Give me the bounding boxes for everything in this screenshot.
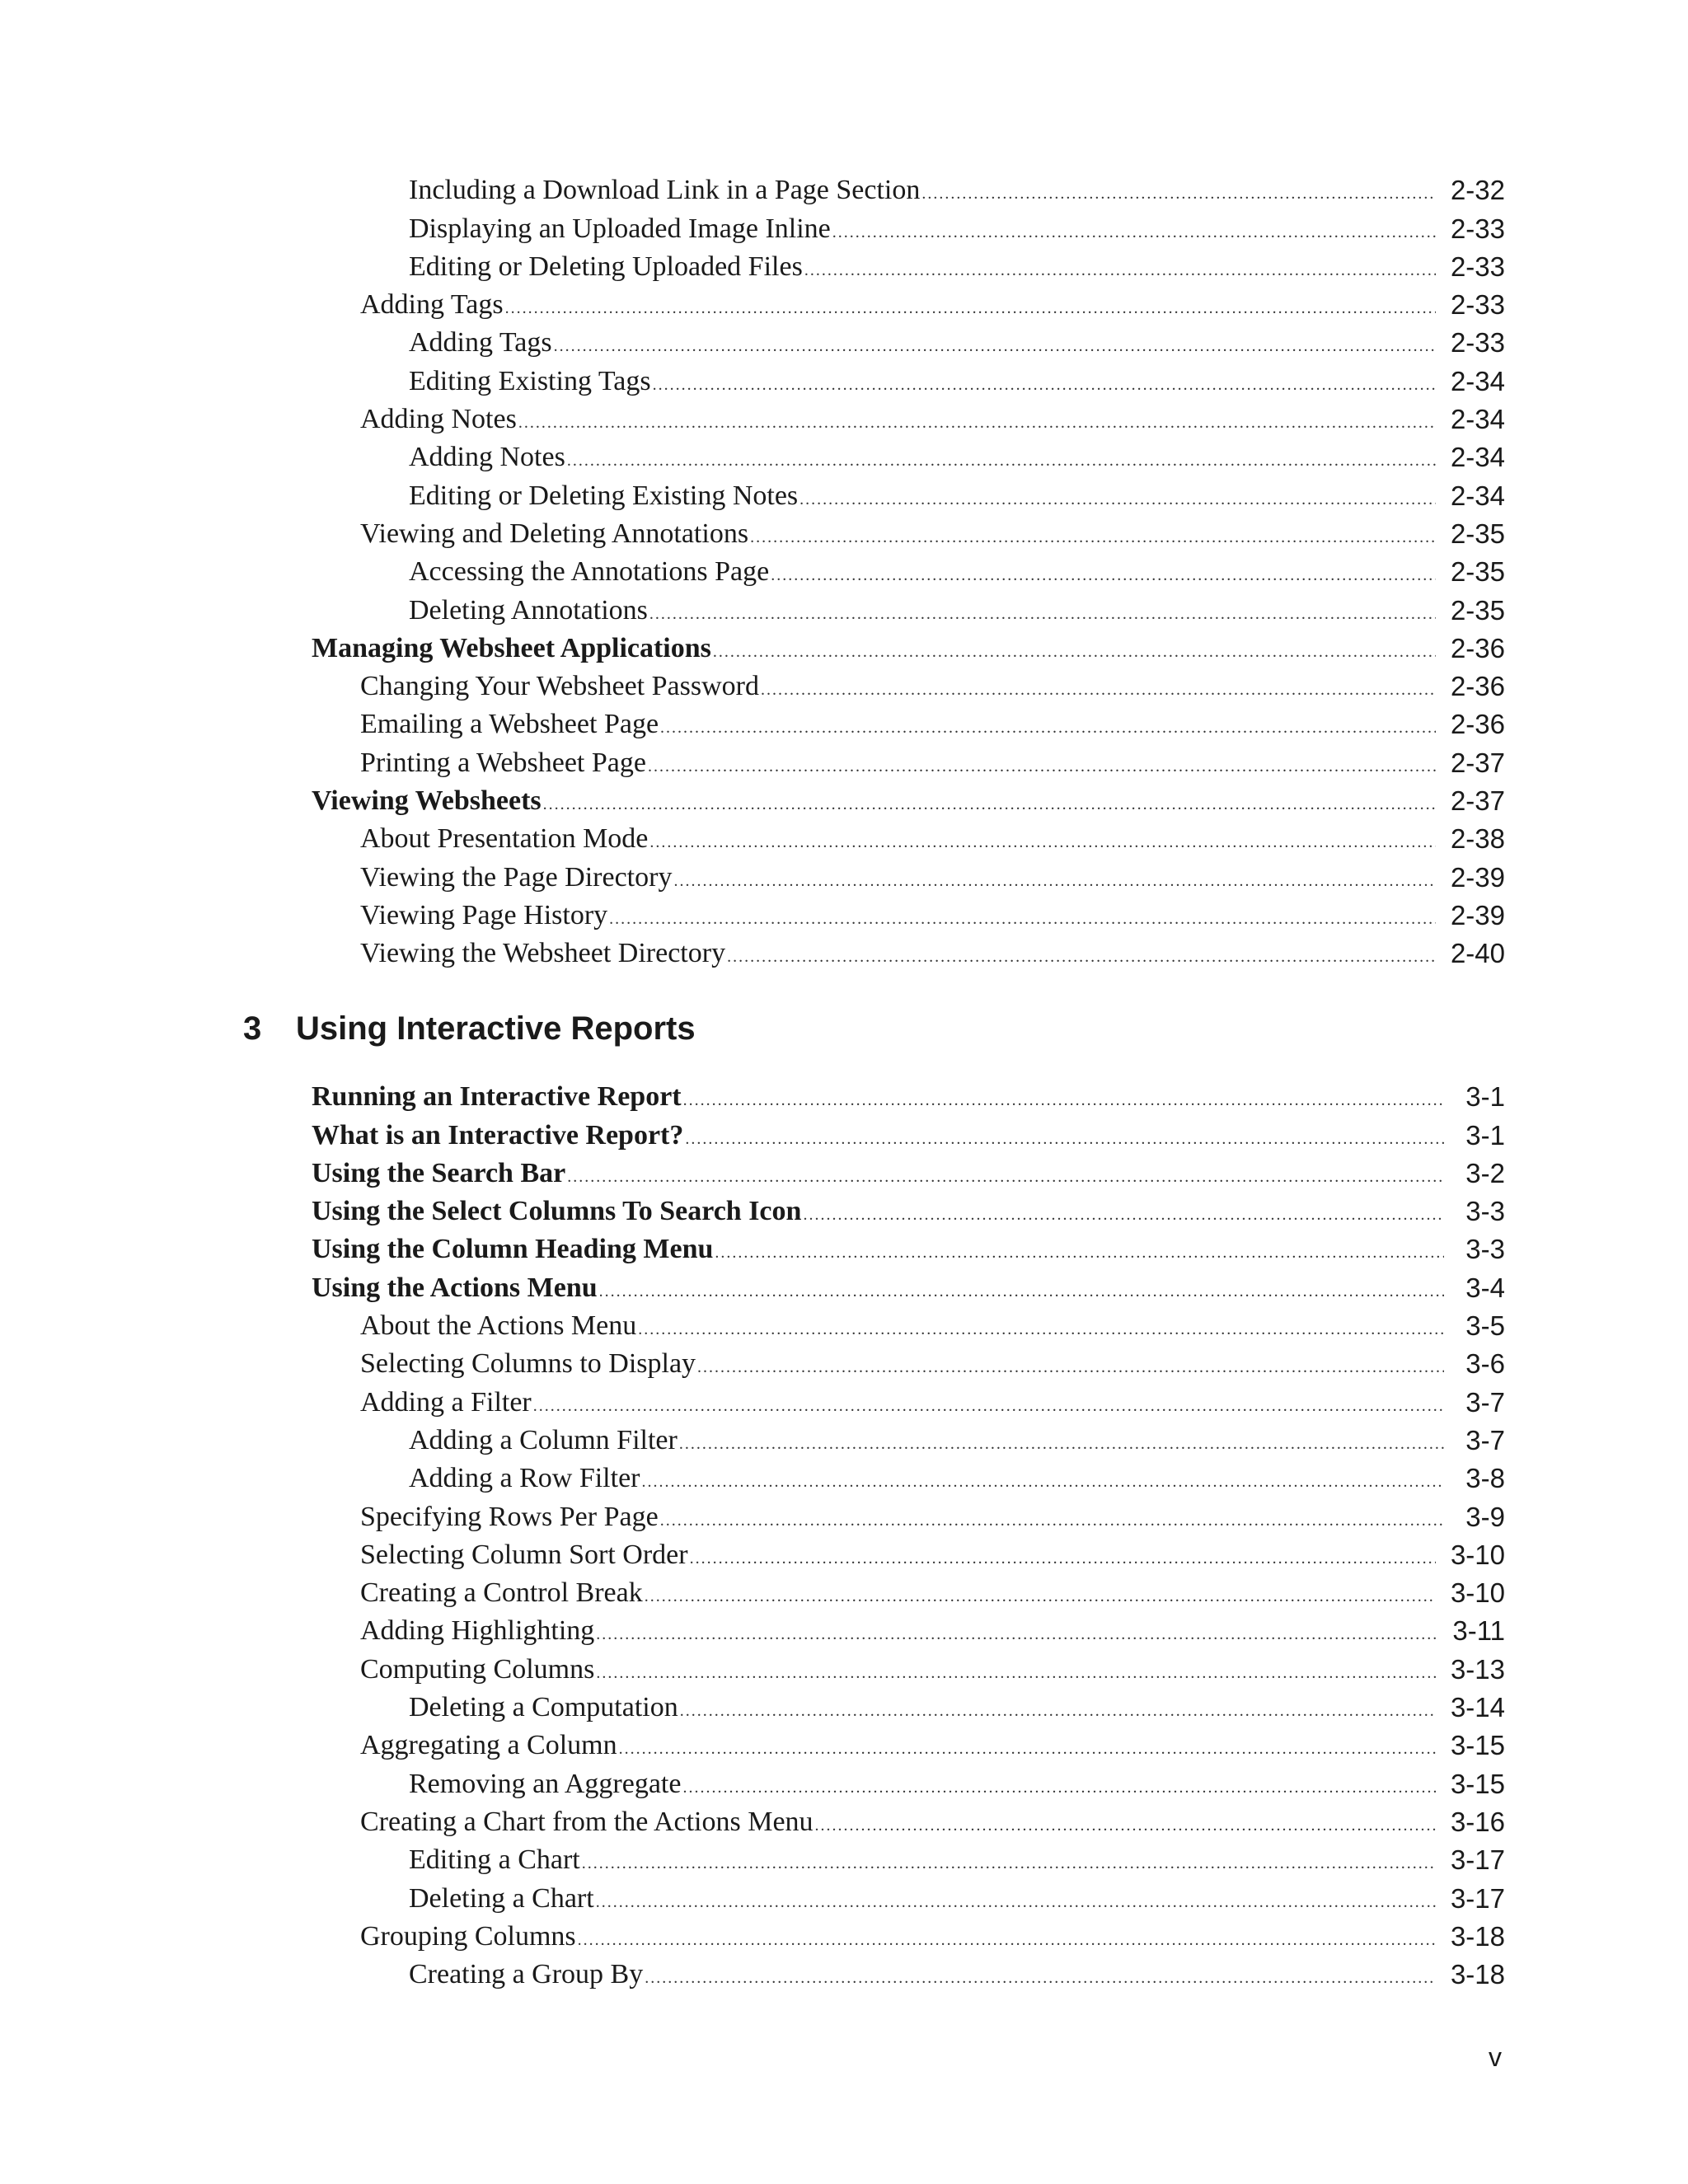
toc-entry-title-area [360,286,1441,324]
dot-leader [690,1543,1436,1574]
dot-leader [799,484,1436,515]
toc-entry[interactable] [0,1155,1688,1193]
dot-leader [803,1199,1444,1230]
toc-entry[interactable] [0,1268,1688,1306]
toc-entry[interactable] [0,401,1688,438]
toc-entry-title-area [360,1498,1449,1536]
toc-entry[interactable] [0,1650,1688,1688]
toc-entry[interactable] [0,630,1688,668]
toc-entry-page: 3-13 [1450,1653,1505,1685]
toc-entry-title: Managing Websheet Applications [312,632,711,663]
toc-entry-title: Using the Search Bar [312,1157,566,1188]
toc-entry[interactable] [0,286,1688,324]
toc-entry-title: Selecting Columns to Display [360,1348,696,1380]
toc-entry-title: Selecting Column Sort Order [360,1539,688,1570]
toc-entry-title-area [312,1078,1449,1116]
toc-entry[interactable] [0,1727,1688,1765]
toc-entry-title: Running an Interactive Report [312,1081,682,1113]
toc-entry[interactable] [0,1345,1688,1383]
dot-leader [921,178,1436,209]
toc-entry-page: 2-34 [1450,404,1505,435]
toc-entry[interactable] [0,897,1688,935]
dot-leader [567,1161,1444,1193]
toc-entry-title-area [360,401,1441,438]
toc-entry[interactable] [0,935,1688,972]
toc-entry-title: Removing an Aggregate [409,1768,682,1799]
toc-entry-title: Editing a Chart [409,1844,580,1876]
toc-entry[interactable] [0,1689,1688,1727]
toc-entry-title: Changing Your Websheet Password [360,671,759,702]
toc-entry-title: About Presentation Mode [360,823,649,855]
toc-entry[interactable] [0,209,1688,247]
toc-entry-title-area [360,744,1441,782]
toc-entry-page: 2-33 [1450,213,1505,244]
toc-entry-title-area [360,1345,1449,1383]
toc-entry-page: 2-37 [1450,747,1505,778]
dot-leader [727,941,1436,972]
dot-leader [832,217,1436,248]
toc-entry-page: 3-17 [1450,1882,1505,1914]
toc-entry[interactable] [0,248,1688,286]
toc-entry-title: Editing or Deleting Uploaded Files [409,251,803,282]
toc-entry-title-area [409,1765,1441,1803]
toc-entry[interactable] [0,1536,1688,1574]
toc-entry-title: Creating a Group By [409,1959,644,1990]
toc-entry-page: 2-34 [1450,365,1505,396]
toc-entry-title: Viewing Websheets [312,785,542,817]
toc-entry-page: 3-3 [1465,1196,1505,1227]
toc-entry-title: Viewing Page History [360,899,608,930]
toc-entry-page: 2-35 [1450,518,1505,549]
toc-entry-page: 3-16 [1450,1806,1505,1837]
toc-entry-title: Emailing a Websheet Page [360,709,659,740]
dot-leader [609,903,1436,935]
toc-entry-title: Creating a Chart from the Actions Menu [360,1806,814,1837]
toc-entry-title: Deleting Annotations [409,594,648,626]
toc-entry-page: 3-15 [1450,1730,1505,1761]
toc-entry-title-area [409,363,1441,401]
toc-entry[interactable] [0,1078,1688,1116]
toc-entry[interactable] [0,1841,1688,1879]
toc-entry-title-area [409,1422,1449,1460]
toc-entry-title-area [360,1803,1441,1841]
toc-entry[interactable] [0,1460,1688,1497]
dot-leader [660,712,1436,743]
toc-entry-page: 3-10 [1450,1577,1505,1609]
toc-entry[interactable] [0,1497,1688,1535]
toc-entry-page: 2-32 [1450,175,1505,206]
dot-leader [505,293,1436,324]
chapter-title: Using Interactive Reports [296,1010,696,1047]
toc-entry-page: 2-33 [1450,289,1505,321]
toc-entry-page: 3-14 [1450,1692,1505,1723]
dot-leader [804,255,1436,286]
toc-entry-title-area [360,1384,1449,1422]
toc-entry-title: Adding a Filter [360,1386,532,1418]
toc-entry-title: Creating a Control Break [360,1577,643,1609]
toc-entry-title: Aggregating a Column [360,1730,617,1761]
dot-leader [673,865,1436,897]
toc-entry-title: Using the Column Heading Menu [312,1234,714,1265]
toc-entry[interactable] [0,171,1688,209]
toc-entry-title: Printing a Websheet Page [360,747,646,778]
toc-entry-title: Viewing the Websheet Directory [360,938,726,969]
dot-leader [680,1695,1436,1727]
toc-entry[interactable] [0,476,1688,514]
toc-entry[interactable] [0,1918,1688,1956]
toc-entry-title: Viewing and Deleting Annotations [360,518,749,549]
dot-leader [771,560,1436,591]
toc-entry[interactable] [0,782,1688,820]
toc-entry-title-area [360,820,1441,858]
toc-entry-page: 2-36 [1450,709,1505,740]
toc-entry-title-area [360,1574,1441,1612]
chapter-heading [243,1005,696,1052]
dot-leader [578,1924,1436,1956]
toc-entry-title-area [360,705,1441,743]
toc-entry[interactable] [0,1230,1688,1268]
toc-entry-page: 2-36 [1450,671,1505,702]
toc-entry[interactable] [0,820,1688,858]
toc-entry-title-area [360,668,1441,705]
toc-entry[interactable] [0,324,1688,362]
toc-entry-page: 3-3 [1465,1234,1505,1265]
toc-entry-title-area [360,515,1441,553]
toc-entry[interactable] [0,553,1688,591]
page-number-footer: v [1489,2042,1502,2072]
toc-entry-page: 3-8 [1465,1463,1505,1494]
toc-entry-page: 3-4 [1465,1272,1505,1303]
toc-entry-title-area [409,1880,1441,1918]
toc-entry[interactable] [0,1307,1688,1345]
toc-entry-title-area [312,1155,1449,1193]
toc-entry-page: 3-18 [1450,1959,1505,1990]
toc-entry-page: 2-36 [1450,632,1505,663]
toc-entry-page: 3-18 [1450,1920,1505,1952]
toc-entry-page: 2-35 [1450,556,1505,588]
toc-entry-title: Adding Notes [409,442,565,473]
toc-entry-title: Adding Notes [360,404,517,435]
toc-entry[interactable] [0,1383,1688,1421]
dot-leader [761,674,1436,705]
toc-entry-page: 3-15 [1450,1768,1505,1799]
toc-entry-title: Viewing the Page Directory [360,861,673,893]
toc-entry-page: 3-10 [1450,1539,1505,1570]
toc-entry-page: 3-17 [1450,1844,1505,1876]
toc-entry[interactable] [0,362,1688,400]
toc-entry-title: Grouping Columns [360,1920,576,1952]
toc-entry-title: Specifying Rows Per Page [360,1501,659,1532]
toc-entry-title-area [409,477,1441,515]
toc-entry[interactable] [0,591,1688,629]
toc-entry-title-area [312,630,1441,668]
dot-leader [582,1848,1436,1879]
toc-entry-page: 3-11 [1452,1615,1505,1647]
dot-leader [653,369,1436,401]
dot-leader [815,1810,1436,1841]
toc-entry[interactable] [0,705,1688,743]
dot-leader [518,407,1436,438]
toc-entry-title: Adding a Row Filter [409,1463,640,1494]
toc-entry-title-area [360,1651,1441,1689]
dot-leader [750,522,1436,553]
toc-entry-title-area [360,859,1441,897]
toc-entry[interactable] [0,743,1688,781]
toc-entry-page: 2-35 [1450,594,1505,626]
toc-entry-page: 2-34 [1450,442,1505,473]
toc-entry-title: Using the Select Columns To Search Icon [312,1196,802,1227]
dot-leader [641,1466,1444,1497]
toc-entry-title-area [312,782,1441,820]
toc-entry-title: What is an Interactive Report? [312,1119,684,1151]
toc-entry-page: 2-39 [1450,899,1505,930]
toc-entry[interactable] [0,438,1688,476]
toc-entry-page: 2-37 [1450,785,1505,817]
toc-entry-page: 3-1 [1465,1081,1505,1113]
toc-section-chapter-2-continued [0,171,1688,972]
toc-entry-page: 3-9 [1465,1501,1505,1532]
dot-leader [660,1505,1444,1536]
toc-entry-title-area [360,1918,1441,1956]
toc-entry-title-area [360,897,1441,935]
toc-entry-title-area [409,438,1441,476]
toc-entry-title: Adding Highlighting [360,1615,595,1647]
toc-entry-title-area [360,1612,1441,1650]
toc-entry-title-area [312,1230,1449,1268]
toc-entry-title: Adding Tags [360,289,504,321]
toc-entry-title-area [409,324,1441,362]
dot-leader [567,445,1436,476]
toc-entry[interactable] [0,1116,1688,1154]
toc-entry-title: Displaying an Uploaded Image Inline [409,213,831,244]
dot-leader [683,1085,1444,1116]
dot-leader [682,1772,1436,1803]
dot-leader [679,1428,1444,1460]
toc-entry-title: Accessing the Annotations Page [409,556,770,588]
dot-leader [685,1123,1444,1155]
toc-entry-title-area [312,1117,1449,1155]
toc-entry-title-area [409,171,1441,209]
toc-entry-title-area [409,553,1441,591]
toc-entry-title-area [409,1841,1441,1879]
toc-entry-page: 2-33 [1450,251,1505,282]
toc-entry-page: 2-33 [1450,327,1505,359]
chapter-number: 3 [243,1010,262,1047]
dot-leader [713,636,1436,668]
toc-entry-title-area [409,248,1441,286]
dot-leader [715,1237,1444,1268]
dot-leader [649,598,1436,630]
toc-entry[interactable] [0,1803,1688,1841]
toc-entry-title-area [312,1193,1449,1230]
toc-entry-title: About the Actions Menu [360,1310,637,1342]
toc-entry-title: Editing Existing Tags [409,365,651,396]
dot-leader [599,1276,1444,1307]
toc-entry-title-area [360,1536,1441,1574]
dot-leader [619,1733,1436,1765]
toc-entry[interactable] [0,1612,1688,1650]
toc-entry-page: 3-5 [1465,1310,1505,1342]
dot-leader [648,751,1436,782]
toc-entry[interactable] [0,515,1688,553]
dot-leader [638,1314,1444,1345]
toc-entry-title-area [409,1956,1441,1994]
toc-entry-title-area [409,210,1441,248]
toc-entry-title: Deleting a Computation [409,1692,678,1723]
toc-entry-title: Using the Actions Menu [312,1272,598,1303]
toc-entry-title: Adding a Column Filter [409,1424,678,1455]
toc-entry-title-area [360,1727,1441,1765]
dot-leader [645,1581,1436,1612]
toc-entry-page: 2-40 [1450,938,1505,969]
toc-entry[interactable] [0,1422,1688,1460]
toc-entry-title: Deleting a Chart [409,1882,594,1914]
toc-entry-title-area [312,1269,1449,1307]
toc-entry-title: Adding Tags [409,327,552,359]
toc-entry-title-area [409,592,1441,630]
dot-leader [649,827,1436,858]
toc-entry-page: 3-1 [1465,1119,1505,1151]
toc-entry-title: Computing Columns [360,1653,595,1685]
dot-leader [596,1886,1436,1918]
toc-entry[interactable] [0,1193,1688,1230]
toc-entry-title: Including a Download Link in a Page Section [409,175,921,206]
toc-entry-title-area [409,1689,1441,1727]
toc-entry[interactable] [0,858,1688,896]
toc-entry[interactable] [0,668,1688,705]
toc-entry-page: 2-39 [1450,861,1505,893]
toc-entry[interactable] [0,1879,1688,1917]
dot-leader [554,330,1436,362]
toc-entry-page: 2-38 [1450,823,1505,855]
toc-entry-title: Editing or Deleting Existing Notes [409,480,799,511]
toc-entry-page: 3-7 [1465,1424,1505,1455]
dot-leader [533,1390,1444,1422]
toc-entry-title-area [360,1307,1449,1345]
dot-leader [596,1619,1436,1650]
toc-entry-page: 3-2 [1465,1157,1505,1188]
toc-entry-page: 2-34 [1450,480,1505,511]
toc-entry-title-area [360,935,1441,972]
toc-entry-page: 3-7 [1465,1386,1505,1418]
dot-leader [543,789,1436,820]
toc-entry-page: 3-6 [1465,1348,1505,1380]
toc-entry[interactable] [0,1956,1688,1994]
toc-entry[interactable] [0,1765,1688,1802]
dot-leader [697,1352,1444,1383]
toc-entry-title-area [409,1460,1449,1497]
dot-leader [645,1962,1436,1994]
toc-entry[interactable] [0,1574,1688,1612]
dot-leader [596,1657,1436,1689]
toc-section-chapter-3 [0,1078,1688,1994]
